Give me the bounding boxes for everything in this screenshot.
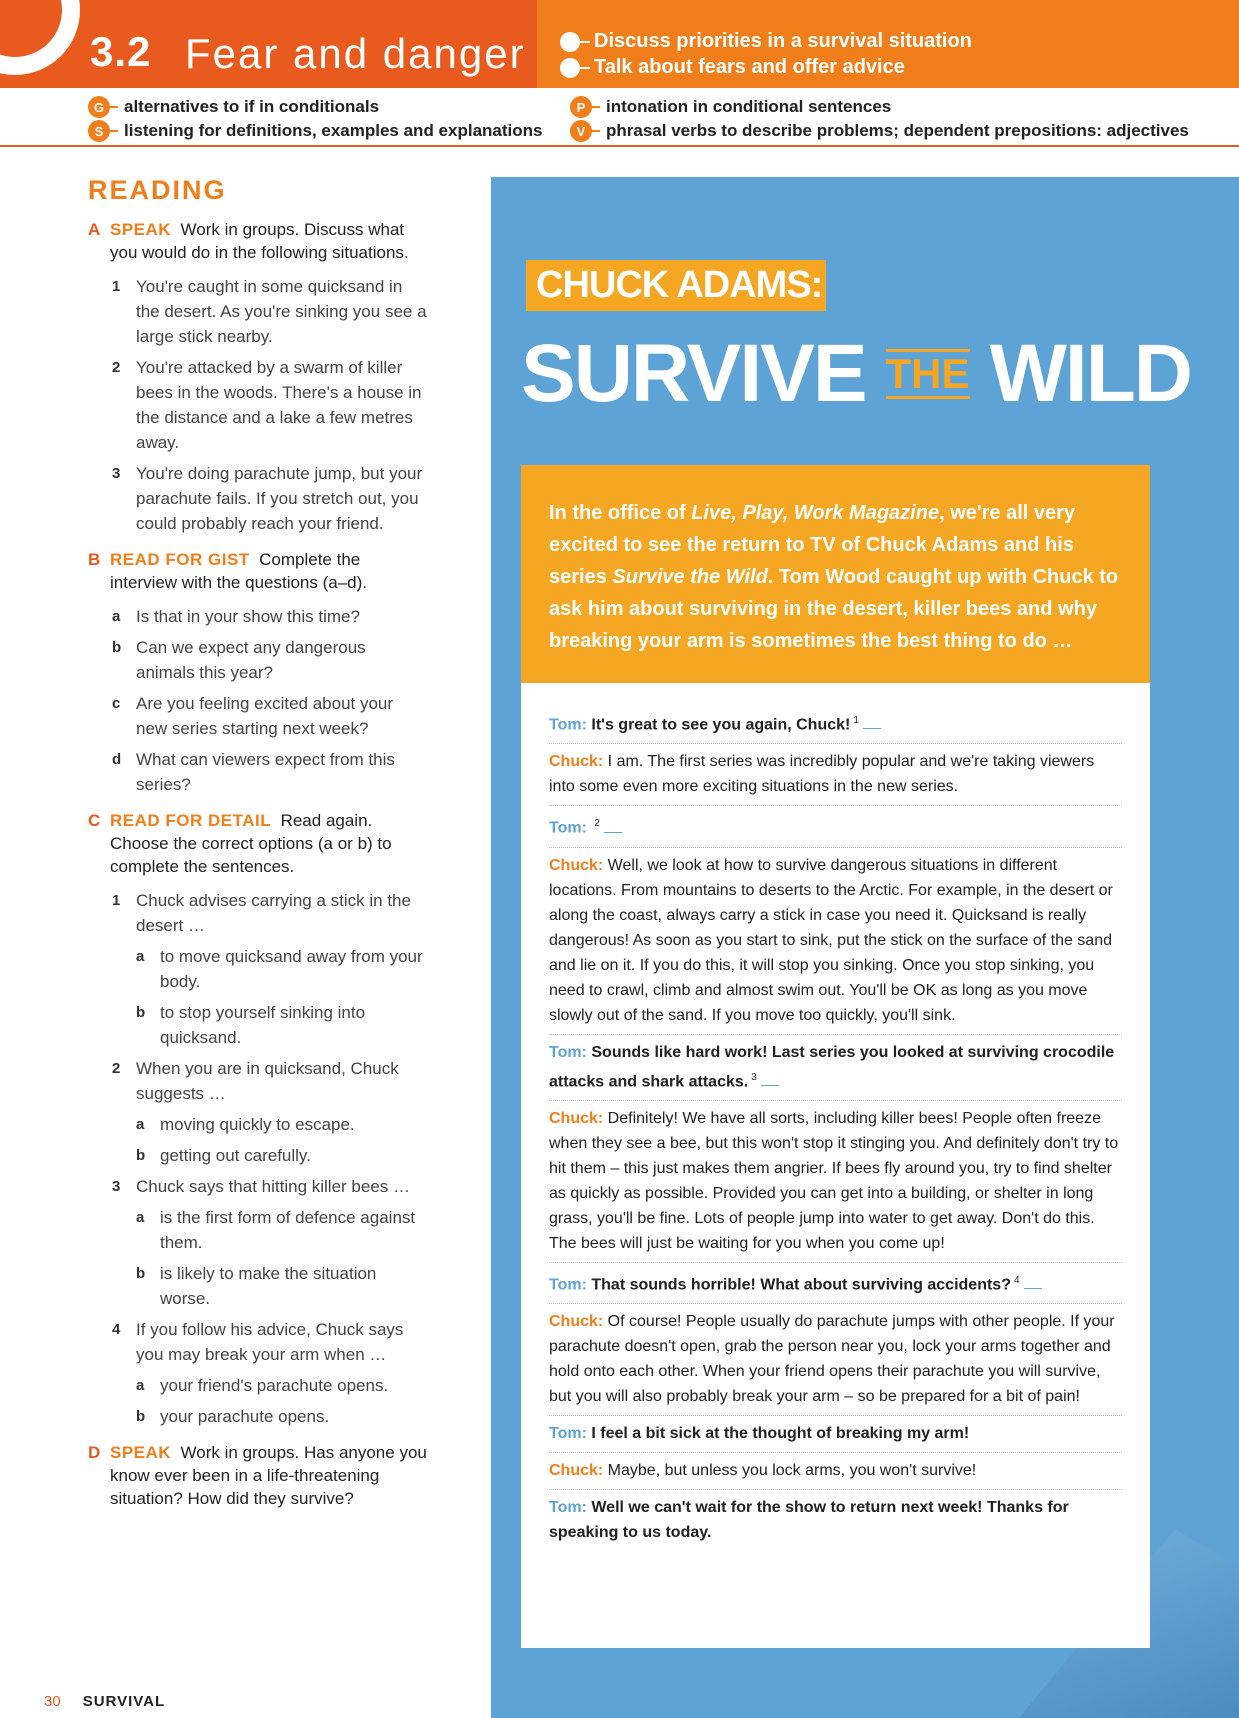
article-title: SURVIVE THE WILD xyxy=(521,328,1191,419)
unit-number: 3.2 xyxy=(90,28,152,75)
option-a: a moving quickly to escape. xyxy=(136,1115,355,1134)
speaker-label: Chuck: xyxy=(549,1462,604,1480)
speaker-label: Tom: xyxy=(549,1276,587,1294)
task-c-tag: READ FOR DETAIL xyxy=(110,811,272,830)
speaker-label: Tom: xyxy=(549,819,587,837)
task-d-tag: SPEAK xyxy=(110,1443,172,1462)
speaker-label: Chuck: xyxy=(549,753,604,771)
article-intro: In the office of Live, Play, Work Magazine, we're all very excited to see the return to TV of Chuck Adams and his series Survive the Wild. Tom Wood caught up with Chuck to ask him about surviving in the desert, killer bees and why breaking your arm is sometimes the best thing to do … xyxy=(521,465,1150,683)
interview-line: Chuck: Definitely! We have all sorts, including killer bees! People often freeze when they see a bee, but this won't stop it stinging you. And definitely don't try to hit them – this just makes them angrier. If bees fly around you, try to find shelter as quickly as possible. Provided you can get into a building, or shelter in long grass, you'll be fine. Lots of people jump into water to get away. Don't do this. The bees will just be waiting for you when you come up! xyxy=(549,1101,1122,1263)
option-a: a your friend's parachute opens. xyxy=(136,1376,389,1395)
speaker-label: Chuck: xyxy=(549,856,604,874)
speaker-label: Chuck: xyxy=(549,1313,604,1331)
task-c: C READ FOR DETAIL Read again. Choose the correct options (a or b) to complete the sentences. xyxy=(88,811,392,876)
article-kicker: CHUCK ADAMS: xyxy=(526,260,826,311)
list-item: d What can viewers expect from this series? xyxy=(112,750,395,794)
list-item: 2 You're attacked by a swarm of killer bees in the woods. There's a house in the distance and a lake a few metres away. xyxy=(112,358,422,452)
reading-tasks xyxy=(88,175,428,1520)
option-a: a to move quicksand away from your body. xyxy=(136,947,423,991)
bullet-icon xyxy=(560,58,580,78)
interview-line: Tom: It's great to see you again, Chuck! $^1$ xyxy=(549,703,1122,744)
answer-gap[interactable] xyxy=(761,1085,779,1086)
interview-line xyxy=(549,806,1122,847)
list-item: 1 Chuck advises carrying a stick in the desert … xyxy=(112,891,411,935)
option-b: b is likely to make the situation worse. xyxy=(136,1264,377,1308)
task-c-instructions: Read again. Choose the correct options (a or b) to complete the sentences. xyxy=(110,811,392,876)
swoosh-decoration xyxy=(0,0,80,75)
answer-gap[interactable] xyxy=(1024,1288,1042,1289)
answer-gap[interactable] xyxy=(604,832,622,833)
interview-line: Tom: That sounds horrible! What about surviving accidents? $^4$ xyxy=(549,1263,1122,1304)
interview-line: Tom: I feel a bit sick at the thought of breaking my arm! xyxy=(549,1416,1122,1453)
speaker-label: Tom: xyxy=(549,1043,587,1061)
list-item: 1 You're caught in some quicksand in the desert. As you're sinking you see a large stick nearby. xyxy=(112,277,427,346)
list-item: c Are you feeling excited about your new series starting next week? xyxy=(112,694,394,738)
skill-vocabulary: V phrasal verbs to describe problems; dependent prepositions: adjectives xyxy=(570,120,1189,142)
header-divider xyxy=(0,145,1239,147)
article-panel xyxy=(491,177,1239,1718)
interview-line: Chuck: Of course! People usually do parachute jumps with other people. If your parachute doesn't open, grab the person near you, lock your arms together and hold onto each other. When your friend opens their parachute you will survive, but you will also probably break your arm – so be prepared for a bit of pain! xyxy=(549,1304,1122,1416)
skill-grammar: G alternatives to if in conditionals xyxy=(88,96,379,118)
interview-line: Chuck: I am. The first series was incredibly popular and we're taking viewers into some even more exciting situations in the new series. xyxy=(549,744,1122,806)
pronunciation-badge-icon: P xyxy=(570,96,592,118)
list-item: 3 You're doing parachute jump, but your parachute fails. If you stretch out, you could probably reach your friend. xyxy=(112,464,423,533)
page-footer xyxy=(44,1693,165,1710)
speaker-label: Tom: xyxy=(549,716,587,734)
grammar-badge-icon: G xyxy=(88,96,110,118)
interview-text xyxy=(521,683,1150,1648)
task-b: B READ FOR GIST Complete the interview with the questions (a–d). xyxy=(88,550,368,592)
list-item: b Can we expect any dangerous animals this year? xyxy=(112,638,366,682)
objective-2: Talk about fears and offer advice xyxy=(560,56,905,79)
gap-number: 4 xyxy=(1013,1274,1020,1286)
skills-badge-icon: S xyxy=(88,120,110,142)
speaker-label: Chuck: xyxy=(549,1109,604,1127)
gap-number: 3 xyxy=(751,1071,757,1083)
option-b: b getting out carefully. xyxy=(136,1146,311,1165)
page-number: 30 xyxy=(44,1693,61,1710)
skill-speaking: S listening for definitions, examples and explanations xyxy=(88,120,542,142)
interview-line: Tom: Well we can't wait for the show to return next week! Thanks for speaking to us today. xyxy=(549,1499,1069,1542)
list-item: 2 When you are in quicksand, Chuck suggests … xyxy=(112,1059,399,1103)
speaker-label: Tom: xyxy=(549,1499,587,1517)
list-item: 4 If you follow his advice, Chuck says you may break your arm when … xyxy=(112,1320,404,1364)
bullet-icon xyxy=(560,32,580,52)
task-a: A SPEAK Work in groups. Discuss what you would do in the following situations. xyxy=(88,220,409,262)
interview-line: Tom: Sounds like hard work! Last series you looked at surviving crocodile attacks and shark attacks. $^3$ xyxy=(549,1035,1122,1101)
interview-line: Chuck: Well, we look at how to survive dangerous situations in different locations. From mountains to deserts to the Arctic. For example, in the desert or along the coast, always carry a stick in case you need it. Quicksand is really dangerous! As soon as you start to sink, put the stick on the surface of the sand and lie on it. If you do this, it will stop you sinking. Once you stop sinking, you need to crawl, climb and almost swim out. You'll be OK as long as you move slowly out of the sand. If you move too quickly, you'll sink. xyxy=(549,848,1122,1035)
task-b-instructions: Complete the interview with the questions (a–d). xyxy=(110,550,368,592)
answer-gap[interactable] xyxy=(863,728,881,729)
interview-line: Chuck: Maybe, but unless you lock arms, you won't survive! xyxy=(549,1453,1122,1490)
unit-title: Fear and danger xyxy=(185,30,526,77)
gap-number: 2 xyxy=(594,818,600,830)
gap-number: 1 xyxy=(853,715,859,726)
task-a-instructions: Work in groups. Discuss what you would do in the following situations. xyxy=(110,220,409,262)
task-d-instructions: Work in groups. Has anyone you know ever been in a life-threatening situation? How did they survive? xyxy=(110,1443,427,1508)
option-a: a is the first form of defence against them. xyxy=(136,1208,416,1252)
skill-pronunciation: P intonation in conditional sentences xyxy=(570,96,891,118)
task-a-tag: SPEAK xyxy=(110,220,172,239)
option-b: b your parachute opens. xyxy=(136,1407,330,1426)
list-item: 3 Chuck says that hitting killer bees … xyxy=(112,1177,411,1196)
task-b-tag: READ FOR GIST xyxy=(110,550,250,569)
objective-1: Discuss priorities in a survival situation xyxy=(560,30,972,53)
list-item: a Is that in your show this time? xyxy=(112,607,360,626)
option-b: b to stop yourself sinking into quicksand. xyxy=(136,1003,366,1047)
section-name: SURVIVAL xyxy=(82,1693,166,1710)
reading-heading: READING xyxy=(88,175,227,205)
task-d: D SPEAK Work in groups. Has anyone you know ever been in a life-threatening situation? How did they survive? xyxy=(88,1443,427,1508)
vocabulary-badge-icon: V xyxy=(570,120,592,142)
speaker-label: Tom: xyxy=(549,1425,587,1443)
